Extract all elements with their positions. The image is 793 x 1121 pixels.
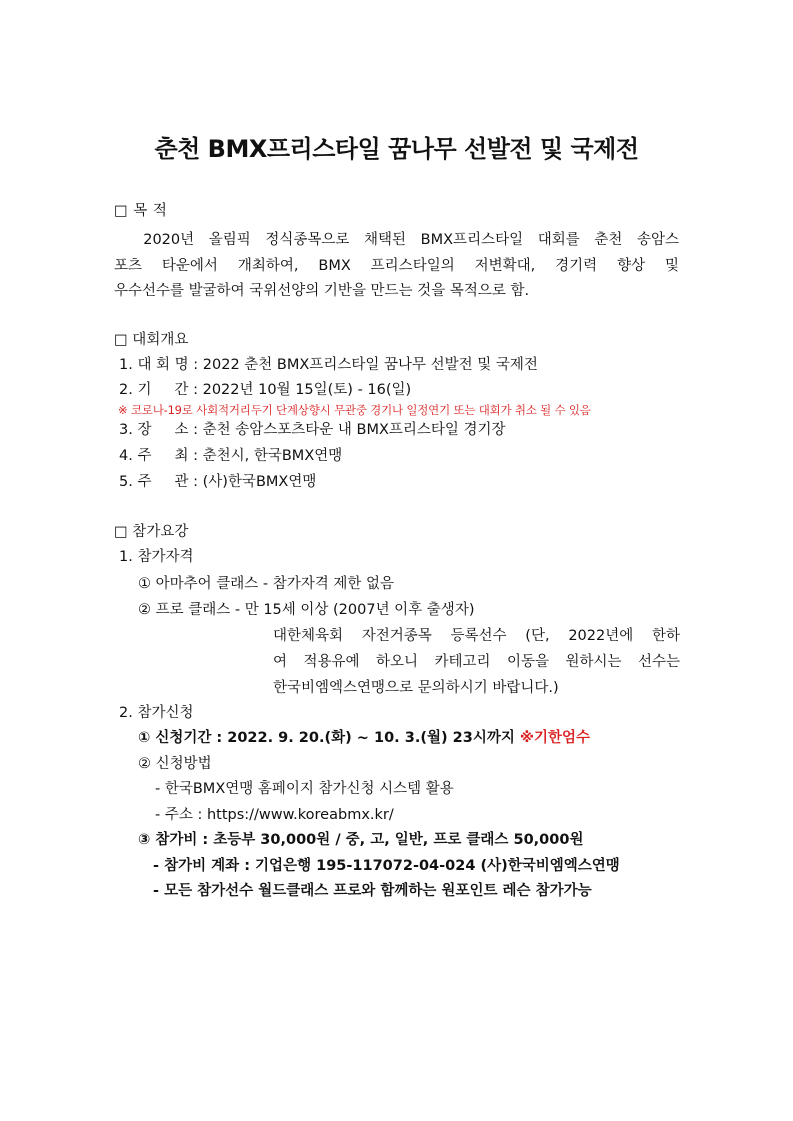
application-title: 2. 참가신청: [119, 705, 194, 721]
pro-detail-line-3: 한국비엠엑스연맹으로 문의하시기 바랍니다.): [273, 680, 559, 696]
guide-heading: □ 참가요강: [114, 524, 189, 540]
overview-item-venue: 3. 장 소 : 춘천 송암스포츠타운 내 BMX프리스타일 경기장: [119, 422, 506, 438]
application-period-text: ① 신청기간 : 2022. 9. 20.(화) ~ 10. 3.(월) 23시까지: [138, 730, 515, 746]
overview-item-host: 4. 주 최 : 춘천시, 한국BMX연맹: [119, 448, 343, 464]
method-item-system: - 한국BMX연맹 홈페이지 참가신청 시스템 활용: [155, 781, 454, 797]
method-item-address: - 주소 : https://www.koreabmx.kr/: [155, 807, 394, 823]
deadline-strict-notice: ※기한엄수: [519, 730, 591, 746]
purpose-line-2: 포츠 타운에서 개최하여, BMX 프리스타일의 저변확대, 경기력 향상 및: [114, 258, 679, 274]
purpose-line-3: 우수선수를 발굴하여 국위선양의 기반을 만드는 것을 목적으로 함.: [114, 283, 530, 299]
overview-item-name: 1. 대 회 명 : 2022 춘천 BMX프리스타일 꿈나무 선발전 및 국제전: [119, 357, 538, 373]
pro-detail-line-1: 대한체육회 자전거종목 등록선수 (단, 2022년에 한하: [273, 628, 680, 644]
qualification-amateur: ① 아마추어 클래스 - 참가자격 제한 없음: [138, 576, 394, 592]
qualification-title: 1. 참가자격: [119, 549, 194, 565]
application-period: [138, 728, 590, 748]
purpose-line-1: 2020년 올림픽 정식종목으로 채택된 BMX프리스타일 대회를 춘천 송암스: [114, 232, 679, 248]
covid-notice: ※ 코로나-19로 사회적거리두기 단계상향시 무관중 경기나 일정연기 또는 대회가 취소 될 수 있음: [118, 403, 591, 417]
overview-item-period: 2. 기 간 : 2022년 10월 15일(토) - 16(일): [119, 382, 412, 398]
qualification-pro: ② 프로 클래스 - 만 15세 이상 (2007년 이후 출생자): [138, 602, 475, 618]
fee-account: - 참가비 계좌 : 기업은행 195-117072-04-024 (사)한국비엠엑스연맹: [153, 858, 620, 874]
overview-heading: □ 대회개요: [114, 332, 189, 348]
fee-lesson-notice: - 모든 참가선수 월드클래스 프로와 함께하는 원포인트 레슨 참가가능: [153, 883, 592, 899]
pro-detail-line-2: 여 적용유예 하오니 카테고리 이동을 원하시는 선수는: [273, 654, 680, 670]
overview-item-organizer: 5. 주 관 : (사)한국BMX연맹: [119, 474, 317, 490]
document-title: 춘천 BMX프리스타일 꿈나무 선발전 및 국제전: [154, 135, 639, 163]
purpose-heading: □ 목 적: [114, 203, 168, 219]
entry-fee: ③ 참가비 : 초등부 30,000원 / 중, 고, 일반, 프로 클래스 50,000원: [138, 832, 584, 848]
method-title: ② 신청방법: [138, 756, 212, 772]
